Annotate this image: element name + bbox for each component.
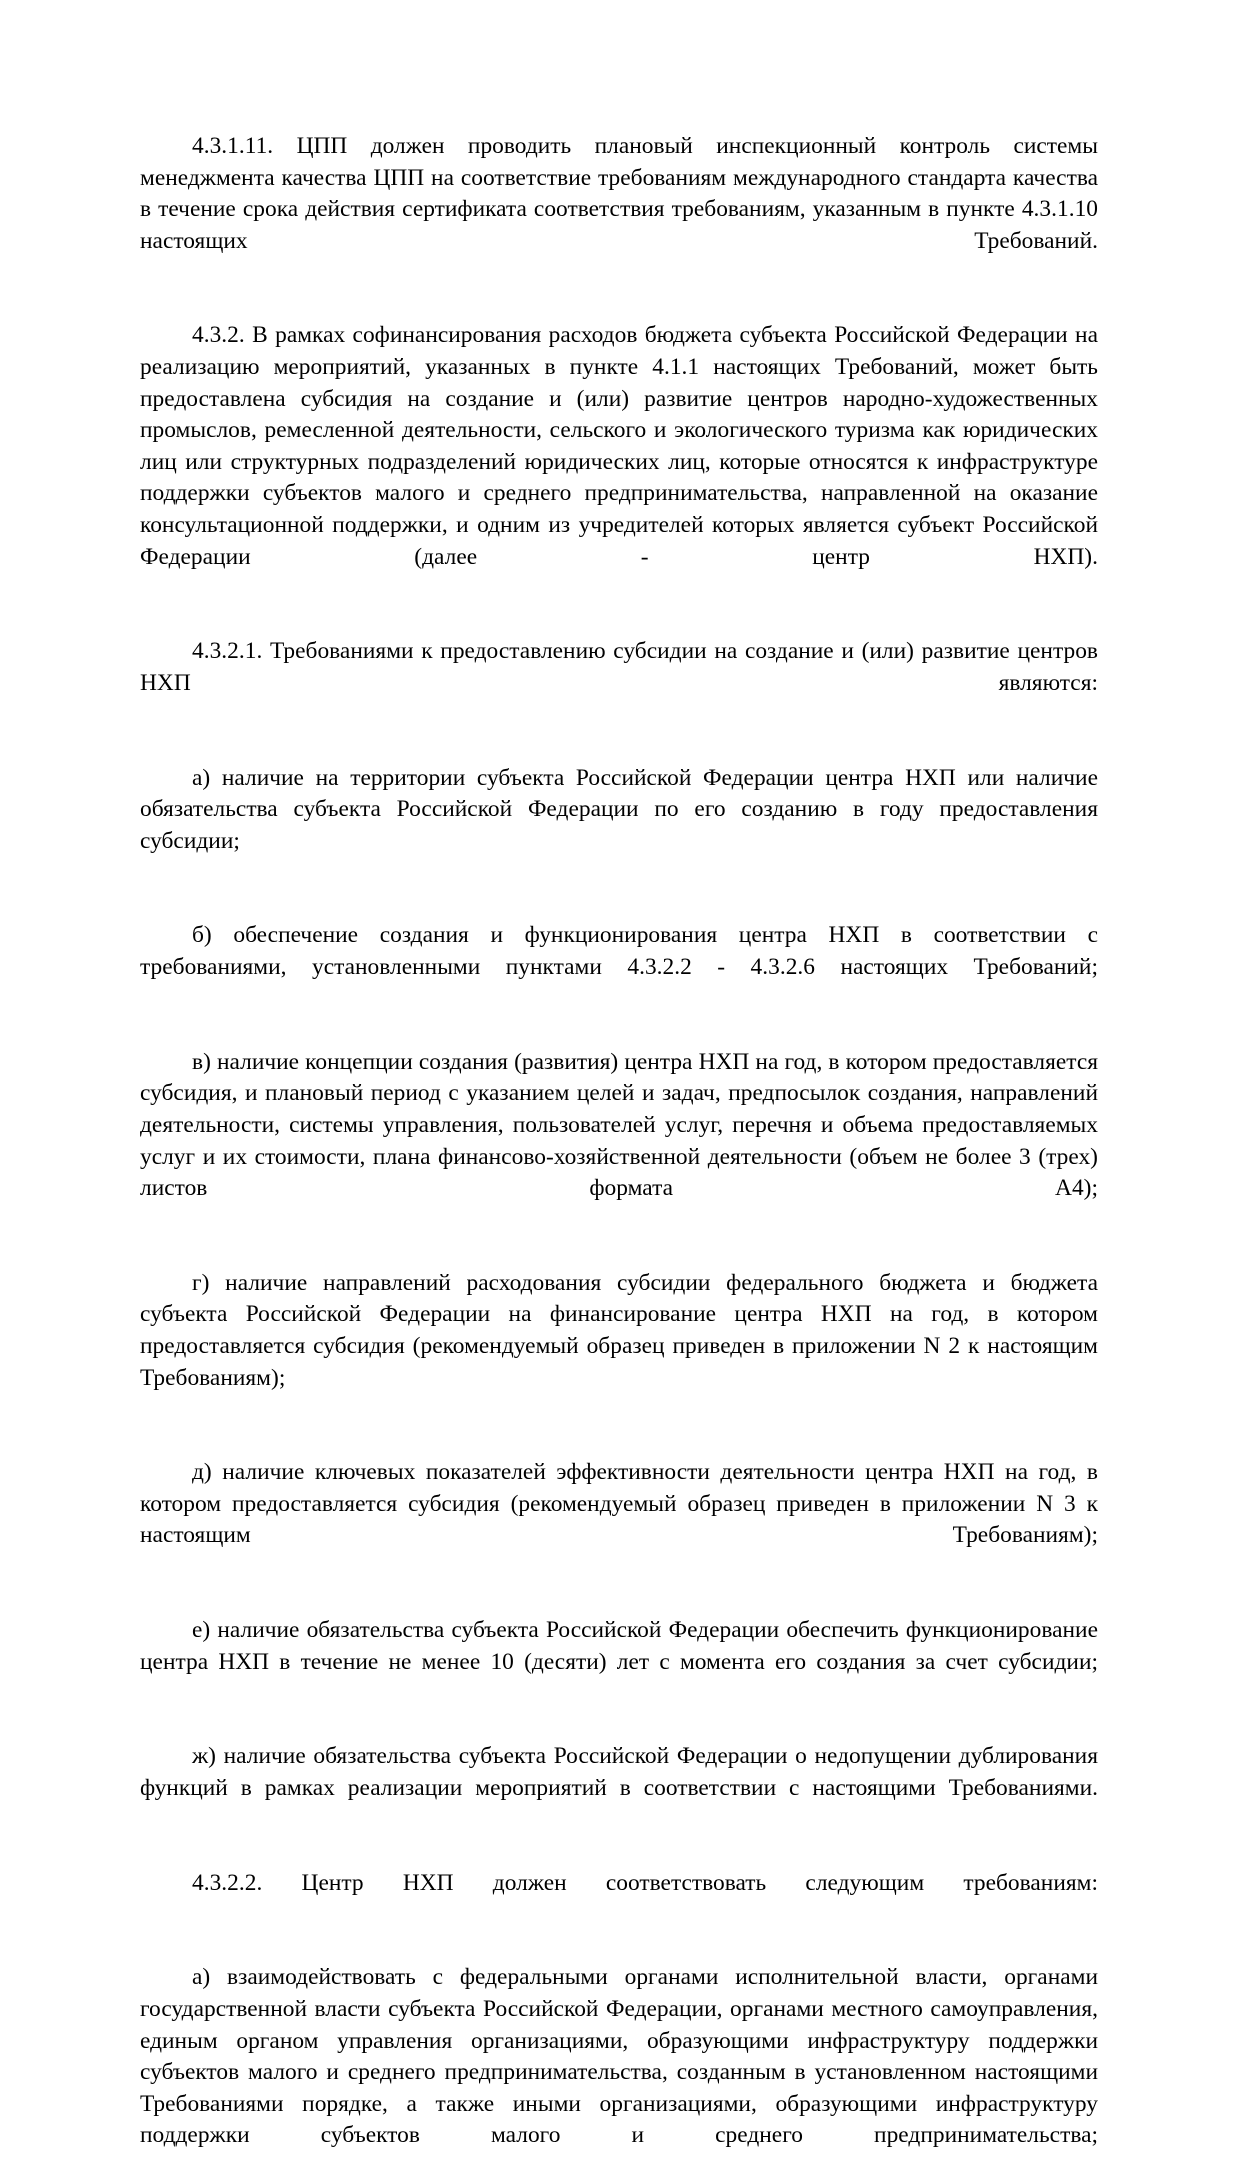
paragraph-4-3-2-1-item-v: в) наличие концепции создания (развития) центра НХП на год, в котором предоставляется субсидия, и плановый период с указанием целей и задач, предпосылок создания, направлений деятельности, системы управления, пользователей услуг, перечня и объема предоставляемых услуг и их стоимости, плана финансово-хозяйственной деятельности (объем не более 3 (трех) листов формата А4); bbox=[140, 1048, 1098, 1202]
paragraph-4-3-2-1-item-e: е) наличие обязательства субъекта Российской Федерации обеспечить функционирование центра НХП в течение не менее 10 (десяти) лет с момента его создания за счет субсидии; bbox=[140, 1617, 1098, 1675]
paragraph-4-3-2-1: 4.3.2.1. Требованиями к предоставлению субсидии на создание и (или) развитие центров НХП являются: bbox=[140, 638, 1098, 696]
paragraph-4-3-2: 4.3.2. В рамках софинансирования расходов бюджета субъекта Российской Федерации на реализацию мероприятий, указанных в пункте 4.1.1 настоящих Требований, может быть предоставлена субсидия на создание и (или) развитие центров народно-художественных промыслов, ремесленной деятельности, сельского и экологического туризма как юридических лиц или структурных подразделений юридических лиц, которые относятся к инфраструктуре поддержки субъектов малого и среднего предпринимательства, направленной на оказание консультационной поддержки, и одним из учредителей которых является субъект Российской Федерации (далее - центр НХП). bbox=[140, 322, 1098, 570]
document-text-body bbox=[140, 131, 1098, 2184]
paragraph-4-3-1-11: 4.3.1.11. ЦПП должен проводить плановый инспекционный контроль системы менеджмента качества ЦПП на соответствие требованиям международного стандарта качества в течение срока действия сертификата соответствия требованиям, указанным в пункте 4.3.1.10 настоящих Требований. bbox=[140, 133, 1098, 254]
paragraph-4-3-2-1-item-b: б) обеспечение создания и функционирования центра НХП в соответствии с требованиями, установленными пунктами 4.3.2.2 - 4.3.2.6 настоящих Требований; bbox=[140, 922, 1098, 981]
paragraph-4-3-2-1-item-a: а) наличие на территории субъекта Российской Федерации центра НХП или наличие обязательства субъекта Российской Федерации по его созданию в году предоставления субсидии; bbox=[140, 764, 1098, 854]
paragraph-4-3-2-1-item-g: г) наличие направлений расходования субсидии федерального бюджета и бюджета субъекта Российской Федерации на финансирование центра НХП на год, в котором предоставляется субсидия (рекомендуемый образец приведен в приложении N 2 к настоящим Требованиям); bbox=[140, 1269, 1098, 1391]
paragraph-4-3-2-1-item-d: д) наличие ключевых показателей эффективности деятельности центра НХП на год, в котором предоставляется субсидия (рекомендуемый образец приведен в приложении N 3 к настоящим Требованиям); bbox=[140, 1459, 1098, 1549]
paragraph-4-3-2-1-item-zh: ж) наличие обязательства субъекта Российской Федерации о недопущении дублирования функций в рамках реализации мероприятий в соответствии с настоящими Требованиями. bbox=[140, 1743, 1098, 1802]
paragraph-4-3-2-2-item-a: а) взаимодействовать с федеральными органами исполнительной власти, органами государственной власти субъекта Российской Федерации, органами местного самоуправления, единым органом управления организациями, образующими инфраструктуру поддержки субъектов малого и среднего предпринимательства, созданным в установленном настоящими Требованиями порядке, а также иными организациями, образующими инфраструктуру поддержки субъектов малого и среднего предпринимательства; bbox=[140, 1964, 1098, 2149]
paragraph-4-3-2-2: 4.3.2.2. Центр НХП должен соответствовать следующим требованиям: bbox=[192, 1869, 1098, 1896]
